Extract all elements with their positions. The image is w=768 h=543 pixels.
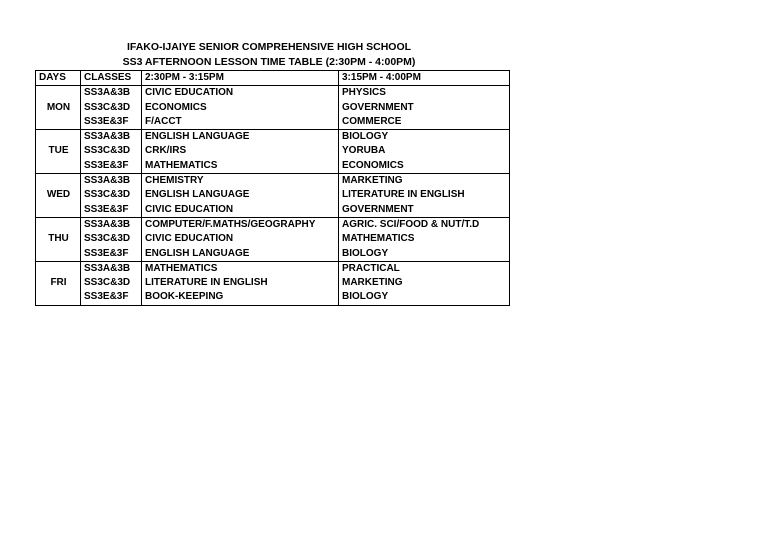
period-1-subject: F/ACCT (142, 115, 339, 130)
period-2-subject: ECONOMICS (339, 159, 510, 174)
header-classes: CLASSES (81, 71, 142, 86)
period-1-subject: CIVIC EDUCATION (142, 203, 339, 218)
header-period-1: 2:30PM - 3:15PM (142, 71, 339, 86)
period-2-subject: BIOLOGY (339, 247, 510, 262)
period-1-subject: MATHEMATICS (142, 261, 339, 276)
timetable-body (36, 71, 510, 306)
period-1-subject: MATHEMATICS (142, 159, 339, 174)
period-1-subject: CRK/IRS (142, 144, 339, 158)
class-cell: SS3C&3D (81, 101, 142, 115)
class-cell: SS3E&3F (81, 203, 142, 218)
period-2-subject: COMMERCE (339, 115, 510, 130)
table-row (36, 115, 510, 130)
table-row (36, 261, 510, 276)
class-cell: SS3A&3B (81, 217, 142, 232)
day-cell: MON (36, 86, 81, 130)
period-1-subject: COMPUTER/F.MATHS/GEOGRAPHY (142, 217, 339, 232)
table-row (36, 159, 510, 174)
day-cell: TUE (36, 130, 81, 174)
period-2-subject: GOVERNMENT (339, 203, 510, 218)
class-cell: SS3C&3D (81, 144, 142, 158)
period-1-subject: ECONOMICS (142, 101, 339, 115)
day-cell: WED (36, 174, 81, 218)
class-cell: SS3A&3B (81, 261, 142, 276)
period-1-subject: CIVIC EDUCATION (142, 232, 339, 246)
header-row (36, 71, 510, 86)
period-2-subject: LITERATURE IN ENGLISH (339, 188, 510, 202)
period-1-subject: ENGLISH LANGUAGE (142, 247, 339, 262)
period-2-subject: MATHEMATICS (339, 232, 510, 246)
table-row (36, 203, 510, 218)
period-2-subject: PRACTICAL (339, 261, 510, 276)
table-row (36, 188, 510, 202)
class-cell: SS3C&3D (81, 232, 142, 246)
class-cell: SS3A&3B (81, 86, 142, 101)
school-title: IFAKO-IJAIYE SENIOR COMPREHENSIVE HIGH SCHOOL (126, 41, 412, 53)
period-2-subject: GOVERNMENT (339, 101, 510, 115)
table-row (36, 290, 510, 305)
class-cell: SS3E&3F (81, 290, 142, 305)
period-1-subject: ENGLISH LANGUAGE (142, 130, 339, 145)
period-2-subject: BIOLOGY (339, 290, 510, 305)
period-2-subject: YORUBA (339, 144, 510, 158)
period-2-subject: PHYSICS (339, 86, 510, 101)
table-row (36, 247, 510, 262)
period-2-subject: AGRIC. SCI/FOOD & NUT/T.D (339, 217, 510, 232)
class-cell: SS3E&3F (81, 247, 142, 262)
period-1-subject: BOOK-KEEPING (142, 290, 339, 305)
period-1-subject: ENGLISH LANGUAGE (142, 188, 339, 202)
timetable-subtitle: SS3 AFTERNOON LESSON TIME TABLE (2:30PM - 4:00PM) (122, 56, 416, 68)
table-row (36, 101, 510, 115)
table-row (36, 276, 510, 290)
table-row (36, 217, 510, 232)
period-1-subject: CHEMISTRY (142, 174, 339, 189)
period-2-subject: BIOLOGY (339, 130, 510, 145)
class-cell: SS3A&3B (81, 130, 142, 145)
class-cell: SS3C&3D (81, 276, 142, 290)
day-cell: THU (36, 217, 81, 261)
table-row (36, 130, 510, 145)
period-2-subject: MARKETING (339, 174, 510, 189)
header-days: DAYS (36, 71, 81, 86)
class-cell: SS3C&3D (81, 188, 142, 202)
table-row (36, 174, 510, 189)
class-cell: SS3A&3B (81, 174, 142, 189)
timetable (35, 70, 510, 306)
period-1-subject: CIVIC EDUCATION (142, 86, 339, 101)
header-period-2: 3:15PM - 4:00PM (339, 71, 510, 86)
class-cell: SS3E&3F (81, 159, 142, 174)
class-cell: SS3E&3F (81, 115, 142, 130)
period-2-subject: MARKETING (339, 276, 510, 290)
day-cell: FRI (36, 261, 81, 305)
table-row (36, 144, 510, 158)
table-row (36, 232, 510, 246)
period-1-subject: LITERATURE IN ENGLISH (142, 276, 339, 290)
table-row (36, 86, 510, 101)
